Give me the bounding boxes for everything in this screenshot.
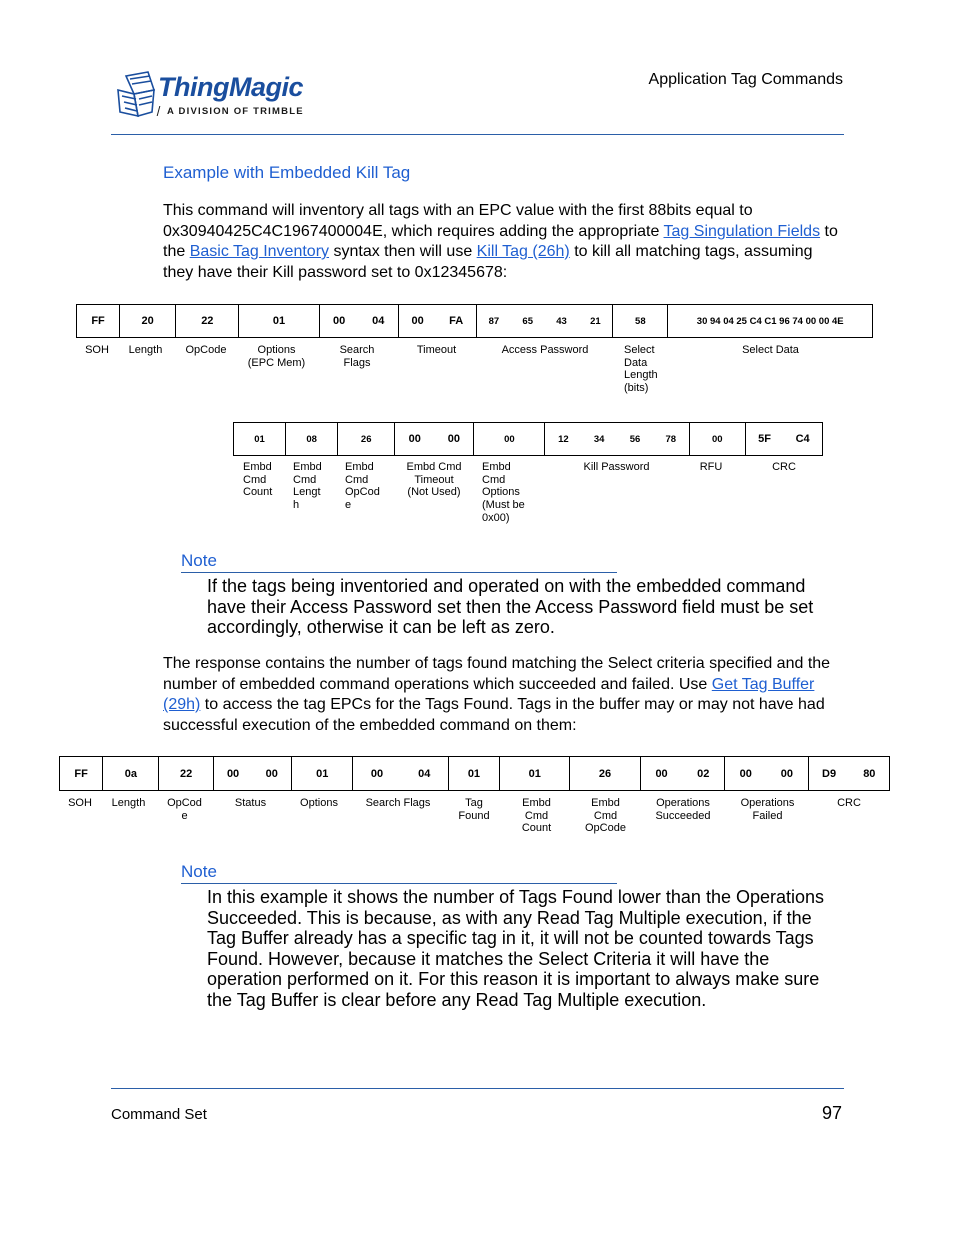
packet-cell: 01: [448, 757, 499, 791]
packet-cell-pair: [213, 757, 291, 791]
logo-mark-icon: [112, 68, 158, 124]
tag-singulation-link[interactable]: Tag Singulation Fields: [663, 222, 821, 240]
packet-cell: 22: [176, 305, 239, 338]
packet-cell: 26: [570, 757, 640, 791]
packet-cell: 01: [292, 757, 353, 791]
field-label: Length: [128, 344, 163, 356]
field-label: OpCode: [185, 344, 227, 356]
packet-cell-pair: [319, 305, 398, 338]
note-rule: [181, 572, 617, 573]
page-number: 97: [821, 1103, 842, 1123]
packet-byte: FA: [449, 315, 464, 327]
packet-byte: 12: [558, 433, 569, 445]
packet-cell-pair: [640, 757, 724, 791]
field-label: Embd Cmd Timeout (Not Used): [406, 461, 462, 499]
packet-cell: 00: [474, 423, 545, 456]
field-label: Tag Found: [458, 797, 490, 822]
field-label: Embd Cmd OpCod e: [345, 461, 380, 512]
embedded-command-table: [233, 422, 823, 456]
field-label: Search Flags: [339, 344, 375, 369]
field-label: Options: [300, 797, 338, 809]
packet-cell: 01: [234, 423, 286, 456]
field-label: SOH: [68, 797, 92, 809]
field-label: Length: [111, 797, 146, 809]
packet-cell-pair: [395, 423, 474, 456]
packet-byte: 00: [226, 767, 240, 780]
packet-byte: 5F: [758, 433, 771, 445]
header-rule: [111, 134, 844, 135]
note-text: In this example it shows the number of Tags Found lower than the Operations Succeeded. This is because, as with any Read Tag Multiple execution, if the Tag Buffer already has a specific tag in it, it will not be counted towards Tags Found. However, because it matches the Select Criteria it will have the operation performed on it. For this reason it is important to always make sure the Tag Buffer is clear before any Read Tag Multiple execution.: [207, 887, 825, 1010]
note-title: Note: [181, 551, 217, 570]
field-label: Kill Password: [583, 461, 650, 473]
packet-byte: C4: [795, 433, 810, 445]
footer-rule: [111, 1088, 844, 1089]
packet-byte: 87: [488, 315, 500, 327]
packet-cell-quad: [476, 305, 612, 338]
field-label: Timeout: [416, 344, 457, 356]
section-title: Application Tag Commands: [648, 71, 843, 88]
field-label: CRC: [772, 461, 796, 473]
packet-byte: 80: [863, 767, 876, 780]
packet-cell-pair: [398, 305, 476, 338]
field-label: OpCod e: [167, 797, 202, 822]
packet-cell: 30 94 04 25 C4 C1 96 74 00 00 4E: [668, 305, 873, 338]
field-label: Select Data Length (bits): [624, 344, 658, 395]
packet-cell: 22: [159, 757, 213, 791]
field-label: Embd Cmd Options (Must be 0x00): [482, 461, 525, 524]
field-label: Embd Cmd OpCode: [585, 797, 626, 835]
packet-cell-pair: [745, 423, 822, 456]
packet-cell-pair: [725, 757, 808, 791]
brand-subtitle: A DIVISION OF TRIMBLE: [167, 106, 304, 117]
packet-byte: 00: [739, 767, 752, 780]
field-label: Access Password: [501, 344, 589, 356]
packet-byte: 00: [447, 433, 460, 445]
field-label: Status: [234, 797, 267, 809]
response-paragraph: [163, 654, 843, 736]
intro-text-3: syntax then will use: [329, 243, 477, 260]
packet-cell-quad: [545, 423, 689, 456]
response-text-2: to access the tag EPCs for the Tags Found. Tags in the buffer may or may not have had successful execution of the embedded command on them:: [163, 696, 825, 734]
kill-tag-link[interactable]: Kill Tag (26h): [476, 243, 570, 260]
packet-byte: 04: [372, 315, 385, 327]
intro-text-1: This command will inventory all tags with an EPC value with the first 88bits equal to 0x30940425C4C1967400004E, which requires adding the appropriate: [163, 202, 753, 240]
packet-byte: 00: [411, 315, 424, 327]
packet-cell: 58: [613, 305, 668, 338]
packet-byte: 00: [780, 767, 794, 780]
intro-text-4: to kill all matching tags, assuming they have their Kill password set to 0x12345678:: [163, 243, 813, 281]
packet-cell: 00: [689, 423, 745, 456]
field-label: Search Flags: [365, 797, 431, 809]
packet-byte: 00: [265, 767, 278, 780]
field-label: Embd Cmd Count: [521, 797, 552, 835]
packet-byte: 00: [370, 767, 384, 780]
packet-cell: 08: [286, 423, 338, 456]
packet-byte: 43: [556, 315, 567, 327]
field-label: RFU: [699, 461, 723, 473]
field-label: Operations Failed: [740, 797, 795, 822]
field-label: Options (EPC Mem): [247, 344, 306, 369]
section-heading: Example with Embedded Kill Tag: [163, 163, 411, 182]
packet-byte: 78: [665, 433, 677, 445]
packet-byte: D9: [822, 767, 837, 780]
note-title: Note: [181, 862, 217, 881]
packet-cell: FF: [60, 757, 103, 791]
brand-name: ThingMagic: [158, 72, 303, 102]
packet-byte: 00: [333, 315, 346, 327]
note-rule: [181, 883, 617, 884]
packet-cell: 0a: [103, 757, 159, 791]
packet-byte: 00: [408, 433, 421, 445]
packet-byte: 65: [522, 315, 533, 327]
packet-cell: FF: [77, 305, 120, 338]
response-packet-table: [59, 756, 890, 791]
field-label: Embd Cmd Count: [243, 461, 273, 499]
field-label: Select Data: [742, 344, 799, 356]
packet-cell: 01: [500, 757, 570, 791]
packet-byte: 04: [418, 767, 431, 780]
field-label: SOH: [85, 344, 109, 356]
packet-cell-pair: [353, 757, 448, 791]
field-label: Embd Cmd Lengt h: [293, 461, 322, 512]
intro-text-2: to the: [163, 222, 838, 260]
command-packet-table: [76, 304, 873, 338]
intro-paragraph: [163, 201, 843, 283]
field-label: Operations Succeeded: [655, 797, 711, 822]
logo: [112, 68, 312, 124]
footer-section: Command Set: [111, 1106, 207, 1123]
packet-byte: 00: [655, 767, 668, 780]
packet-cell: 20: [120, 305, 176, 338]
packet-cell: 01: [239, 305, 319, 338]
packet-cell: 26: [338, 423, 395, 456]
packet-byte: 21: [590, 315, 601, 327]
packet-byte: 34: [593, 433, 605, 445]
note-text: If the tags being inventoried and operated on with the embedded command have their Access Password set then the Access Password field must be set accordingly, otherwise it can be left as zero.: [207, 576, 814, 637]
packet-byte: 56: [629, 433, 641, 445]
field-label: CRC: [837, 797, 861, 809]
basic-tag-inventory-link[interactable]: Basic Tag Inventory: [189, 243, 330, 260]
get-tag-buffer-link[interactable]: Get Tag Buffer (29h): [163, 675, 815, 713]
packet-byte: 02: [697, 767, 710, 780]
packet-cell-pair: [808, 757, 889, 791]
response-text-1: The response contains the number of tags found matching the Select criteria specified and the number of embedded command operations which succeeded and failed. Use: [163, 655, 831, 693]
